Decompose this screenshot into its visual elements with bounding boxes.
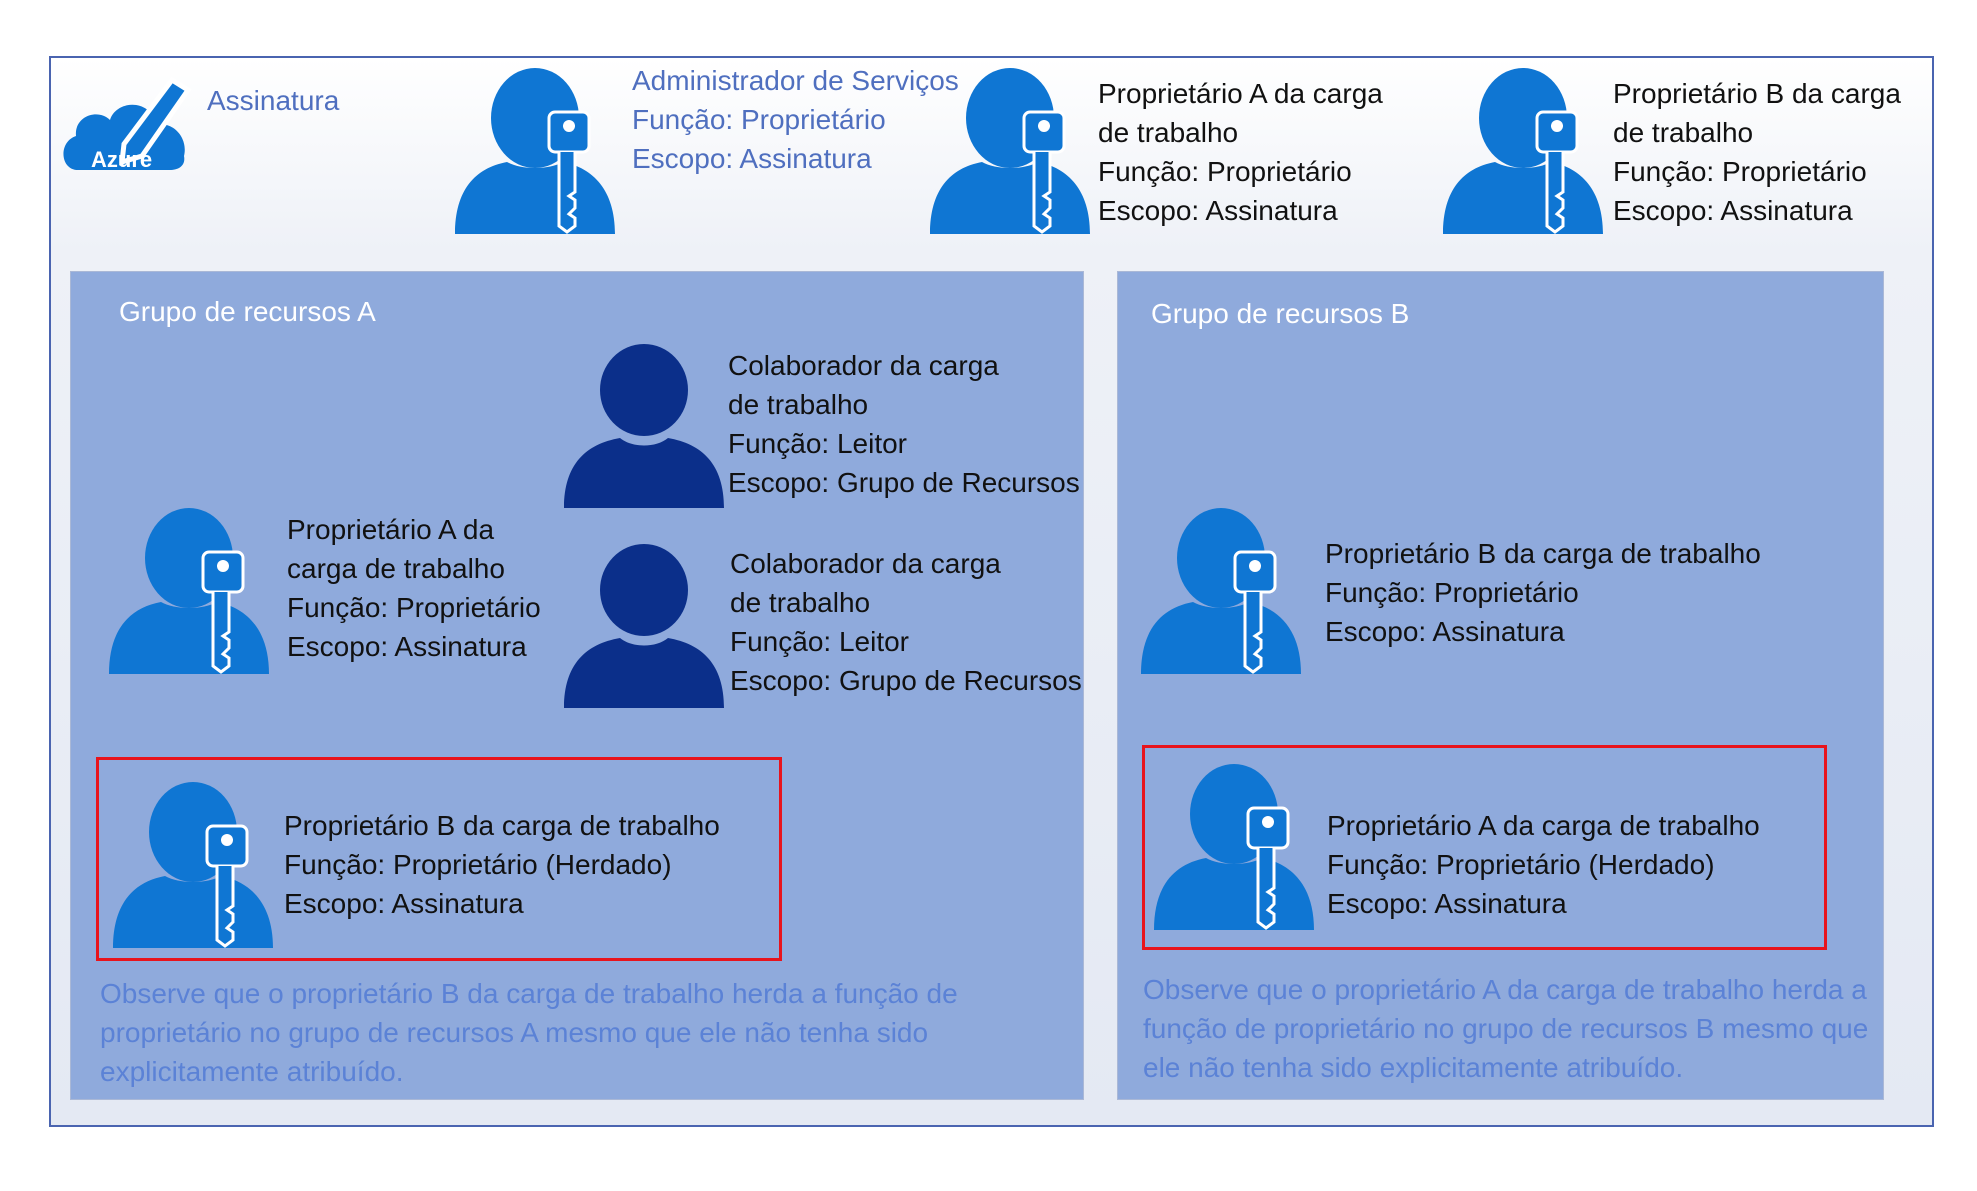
group-a-note-line-3: explicitamente atribuído. — [100, 1056, 404, 1087]
group-a-inherited-text — [284, 806, 720, 923]
group-b-note-line-1: Observe que o proprietário A da carga de trabalho herda a — [1143, 974, 1867, 1005]
group-b-note-line-2: função de proprietário no grupo de recursos B mesmo que — [1143, 1013, 1869, 1044]
group-b-owner-text — [1325, 534, 1761, 651]
group-b-inherited-name: Proprietário A da carga de trabalho — [1327, 810, 1760, 841]
contributor-1-scope: Escopo: Grupo de Recursos — [728, 467, 1080, 498]
group-a-note-line-2: proprietário no grupo de recursos A mesmo que ele não tenha sido — [100, 1017, 929, 1048]
contributor-1-text — [728, 346, 1080, 502]
group-b-owner-scope: Escopo: Assinatura — [1325, 616, 1565, 647]
contributor-2-name-1: Colaborador da carga — [730, 548, 1001, 579]
group-b-note-line-3: ele não tenha sido explicitamente atribuído. — [1143, 1052, 1684, 1083]
user-key-icon — [109, 508, 269, 674]
contributor-2-role: Função: Leitor — [730, 626, 909, 657]
user-key-icon — [930, 68, 1090, 234]
contributor-1-name-2: de trabalho — [728, 389, 869, 420]
owner-a-name-1: Proprietário A da carga — [1098, 78, 1383, 109]
group-b-owner-name: Proprietário B da carga de trabalho — [1325, 538, 1761, 569]
user-icon — [564, 542, 724, 708]
group-b-note — [1143, 970, 1868, 1087]
svg-text:Azure: Azure — [91, 147, 153, 172]
azure-cloud-pencil-icon — [58, 70, 198, 174]
contributor-1-name-1: Colaborador da carga — [728, 350, 999, 381]
resource-group-b-title: Grupo de recursos B — [1151, 298, 1410, 329]
user-key-icon — [113, 782, 273, 948]
user-key-icon — [1141, 508, 1301, 674]
subscription-label: Assinatura — [207, 85, 340, 116]
group-a-note — [100, 974, 958, 1091]
group-a-inherited-name: Proprietário B da carga de trabalho — [284, 810, 720, 841]
user-key-icon — [455, 68, 615, 234]
contributor-2-name-2: de trabalho — [730, 587, 871, 618]
resource-group-a — [70, 271, 1084, 1100]
group-a-owner-role: Função: Proprietário — [287, 592, 541, 623]
service-admin-role: Função: Proprietário — [632, 104, 886, 135]
group-a-owner-text — [287, 510, 541, 666]
contributor-2-text — [730, 544, 1082, 700]
group-b-inherited-text — [1327, 806, 1760, 923]
contributor-1-role: Função: Leitor — [728, 428, 907, 459]
group-b-inherited-scope: Escopo: Assinatura — [1327, 888, 1567, 919]
owner-a-name-2: de trabalho — [1098, 117, 1239, 148]
owner-b-role: Função: Proprietário — [1613, 156, 1867, 187]
workload-owner-b-text — [1613, 74, 1901, 230]
user-key-icon — [1154, 764, 1314, 930]
group-a-note-line-1: Observe que o proprietário B da carga de trabalho herda a função de — [100, 978, 958, 1009]
resource-group-b — [1117, 271, 1884, 1100]
group-a-inherited-role: Função: Proprietário (Herdado) — [284, 849, 672, 880]
user-key-icon — [1443, 68, 1603, 234]
service-admin-scope: Escopo: Assinatura — [632, 143, 872, 174]
owner-a-scope: Escopo: Assinatura — [1098, 195, 1338, 226]
contributor-2-scope: Escopo: Grupo de Recursos — [730, 665, 1082, 696]
resource-group-a-title: Grupo de recursos A — [119, 296, 376, 327]
owner-b-name-2: de trabalho — [1613, 117, 1754, 148]
service-admin-line: Administrador de Serviços — [632, 65, 959, 96]
group-a-owner-scope: Escopo: Assinatura — [287, 631, 527, 662]
owner-b-scope: Escopo: Assinatura — [1613, 195, 1853, 226]
group-b-inherited-role: Função: Proprietário (Herdado) — [1327, 849, 1715, 880]
owner-b-name-1: Proprietário B da carga — [1613, 78, 1901, 109]
owner-a-role: Função: Proprietário — [1098, 156, 1352, 187]
user-icon — [564, 342, 724, 508]
service-admin-text — [632, 61, 959, 178]
group-b-owner-role: Função: Proprietário — [1325, 577, 1579, 608]
group-a-owner-name-1: Proprietário A da — [287, 514, 495, 545]
group-a-inherited-scope: Escopo: Assinatura — [284, 888, 524, 919]
workload-owner-a-text — [1098, 74, 1383, 230]
group-a-owner-name-2: carga de trabalho — [287, 553, 505, 584]
